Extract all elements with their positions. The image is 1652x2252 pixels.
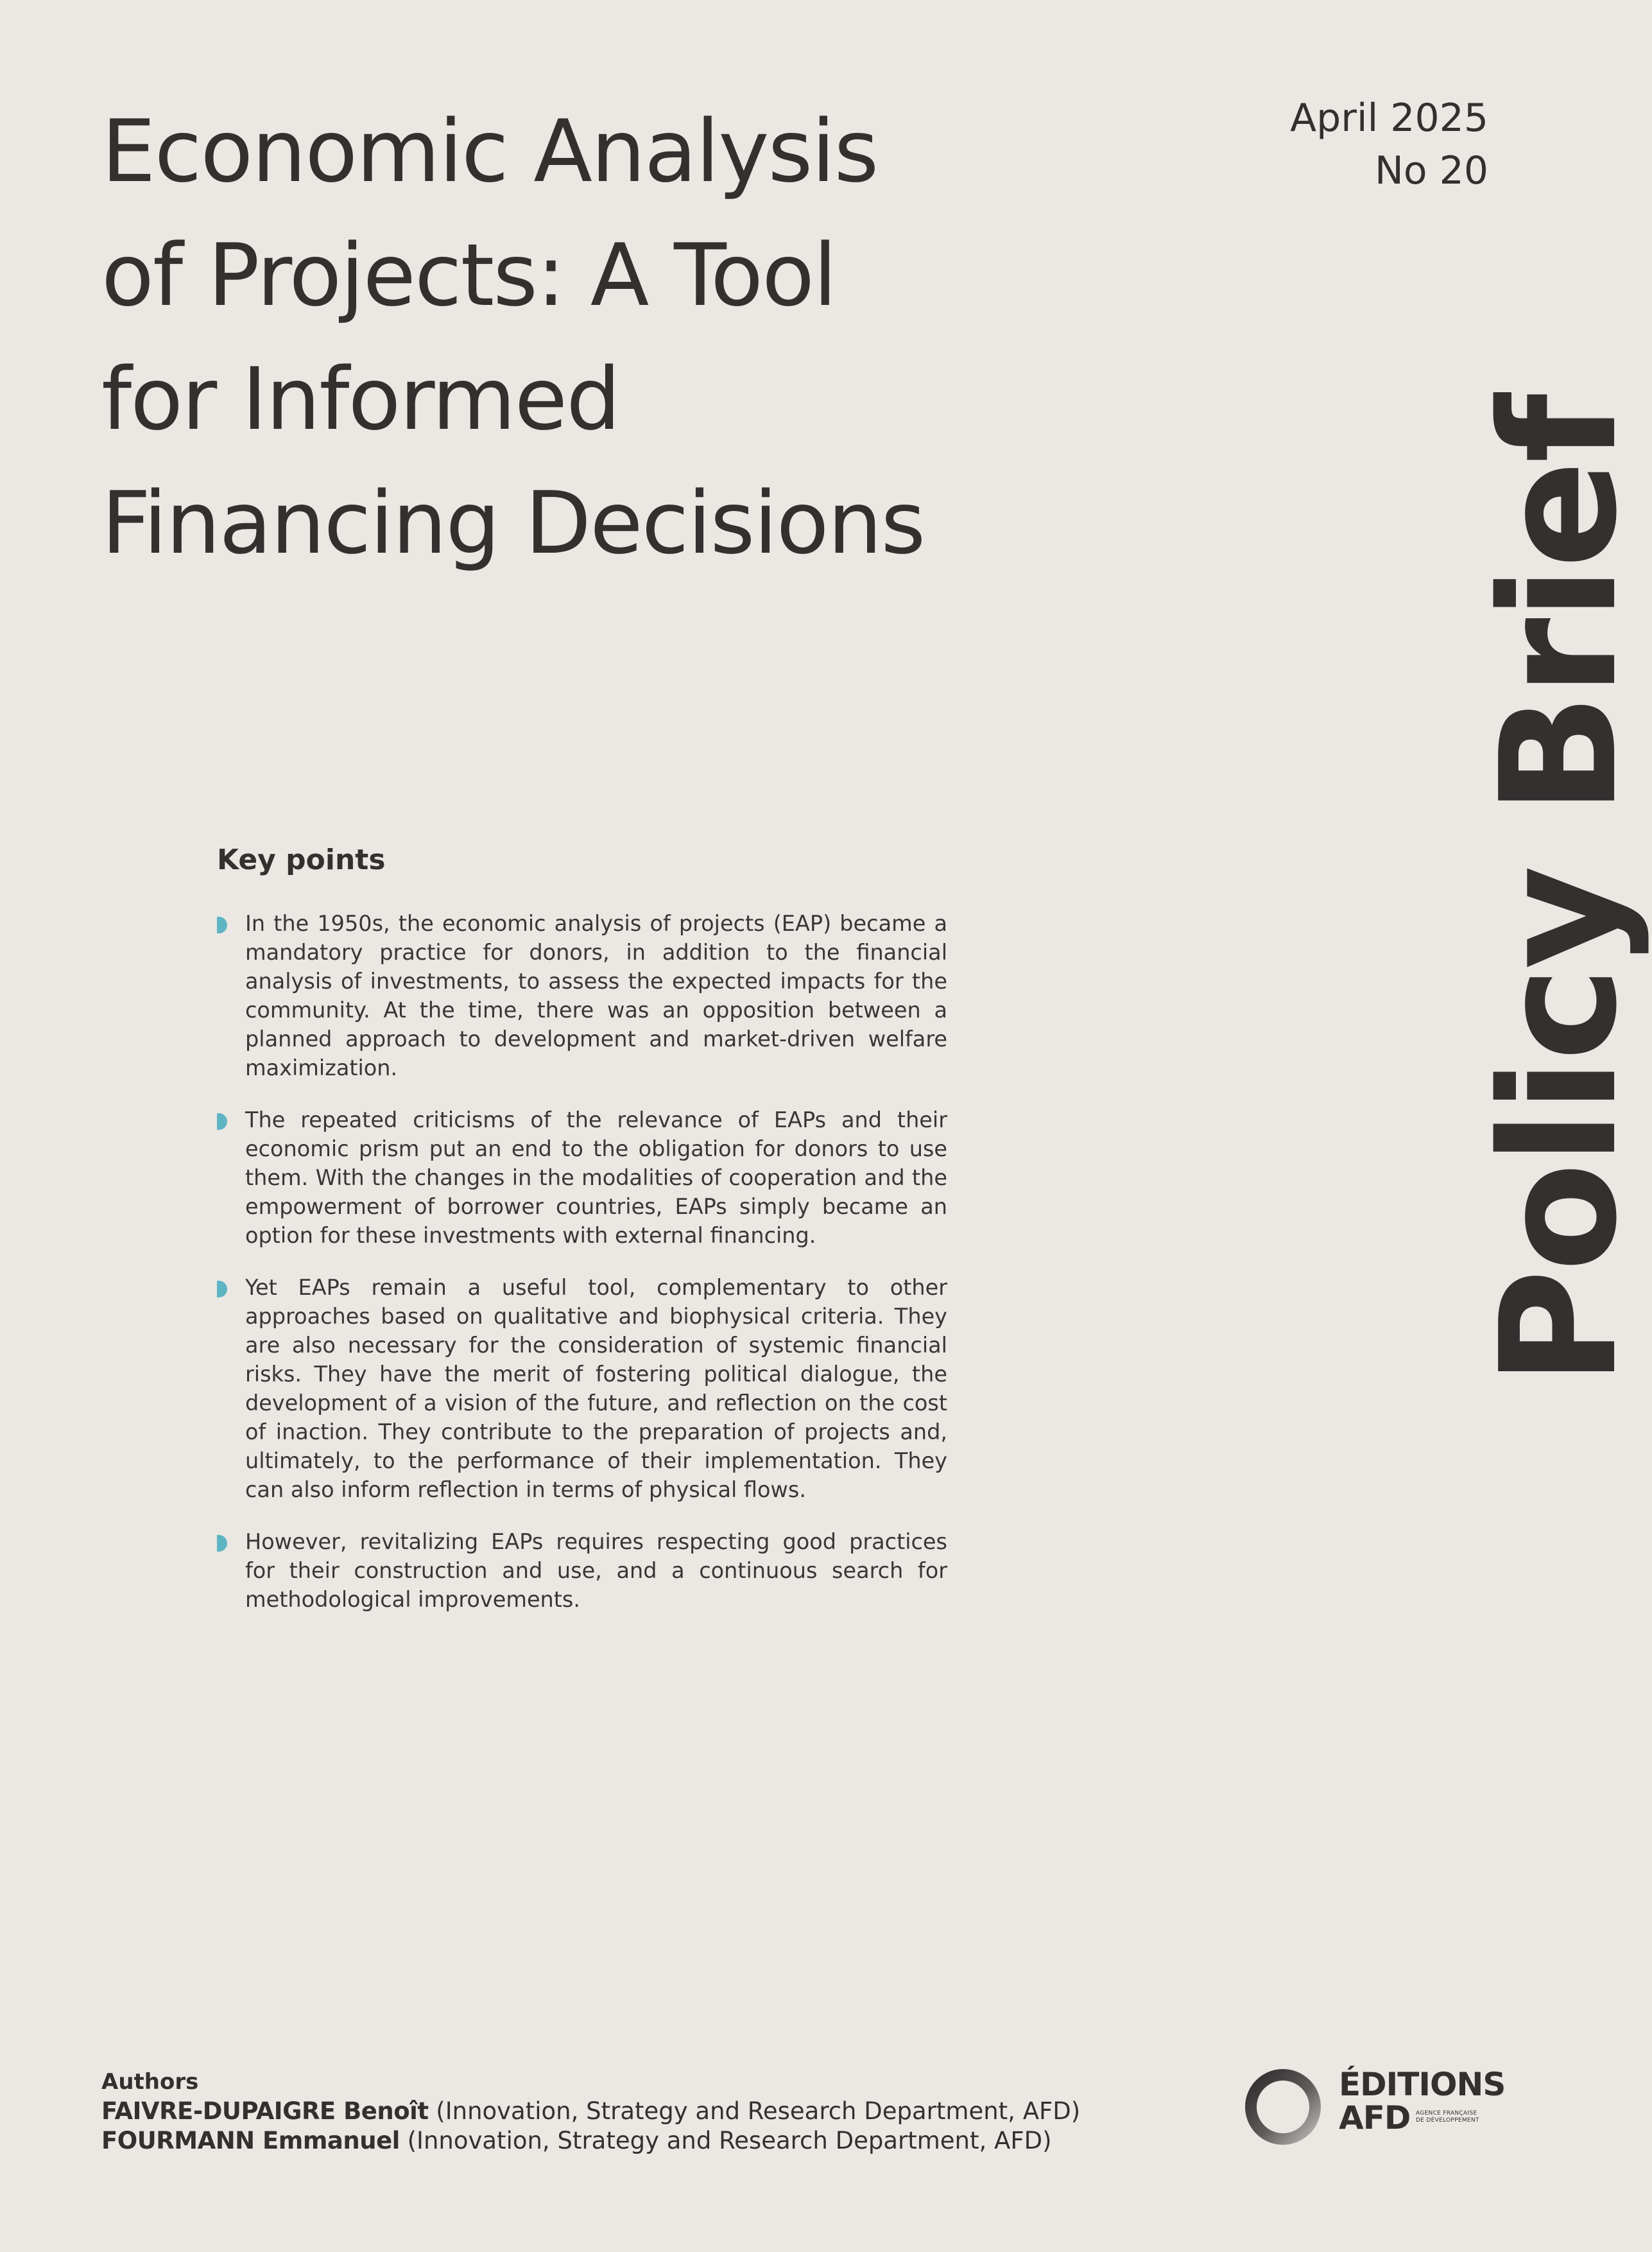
author-affiliation: (Innovation, Strategy and Research Department, AFD) <box>428 2097 1081 2125</box>
author-name: FOURMANN Emmanuel <box>101 2127 400 2154</box>
list-item <box>217 1273 947 1504</box>
ring-logo-icon <box>1244 2068 1322 2146</box>
authors-label: Authors <box>101 2069 199 2095</box>
author-entry <box>101 2097 1080 2126</box>
publication-info <box>1290 92 1488 197</box>
title-line: Economic Analysis <box>101 101 878 202</box>
author-name: FAIVRE-DUPAIGRE Benoît <box>101 2097 429 2125</box>
key-points-heading: Key points <box>217 844 386 876</box>
bullet-icon <box>217 1535 227 1552</box>
key-points-list <box>217 909 947 1614</box>
key-point-text: Yet EAPs remain a useful tool, complementary to other approaches based on qualitative and biophysical criteria. They are also necessary for the consideration of systemic financial risks. They have the merit of fostering political dialogue, the development of a vision of the future, and reflection on the cost of inaction. They contribute to the preparation of projects and, ultimately, to the performance of their implementation. They can also inform reflection in terms of physical flows. <box>245 1275 947 1502</box>
title-line: of Projects: A Tool <box>101 225 836 325</box>
logo-text-afd: AFD <box>1339 2099 1411 2136</box>
bullet-icon <box>217 1281 227 1297</box>
title-line: for Informed <box>101 349 620 449</box>
key-point-text: However, revitalizing EAPs requires respecting good practices for their construction and use, and a continuous search for methodological improvements. <box>245 1529 947 1612</box>
key-points-section <box>217 840 947 1637</box>
authors-block <box>101 2067 1080 2156</box>
editions-afd-logo <box>1244 2065 1506 2149</box>
list-item <box>217 909 947 1082</box>
title-line: Financing Decisions <box>101 473 925 573</box>
issue-number: No 20 <box>1374 148 1488 193</box>
document-title <box>101 90 1154 585</box>
series-title: Policy Brief <box>1467 396 1652 1386</box>
key-point-text: In the 1950s, the economic analysis of projects (EAP) became a mandatory practice for donors, in addition to the financial analysis of investments, to assess the expected impacts for the community. At the time, there was an opposition between a planned approach to development and market-driven welfare maximization. <box>245 911 947 1080</box>
author-entry <box>101 2126 1080 2156</box>
list-item <box>217 1105 947 1250</box>
publication-date: April 2025 <box>1290 96 1488 141</box>
bullet-icon <box>217 1113 227 1130</box>
author-affiliation: (Innovation, Strategy and Research Department, AFD) <box>399 2127 1052 2154</box>
bullet-icon <box>217 917 227 933</box>
logo-text-editions: ÉDITIONS <box>1339 2066 1506 2103</box>
list-item <box>217 1527 947 1614</box>
logo-tagline: AGENCE FRANÇAISE DE DÉVELOPPEMENT <box>1416 2110 1479 2124</box>
key-point-text: The repeated criticisms of the relevance of EAPs and their economic prism put an end to the obligation for donors to use them. With the changes in the modalities of cooperation and the empowerment of borrower countries, EAPs simply became an option for these investments with external financing. <box>245 1107 947 1248</box>
